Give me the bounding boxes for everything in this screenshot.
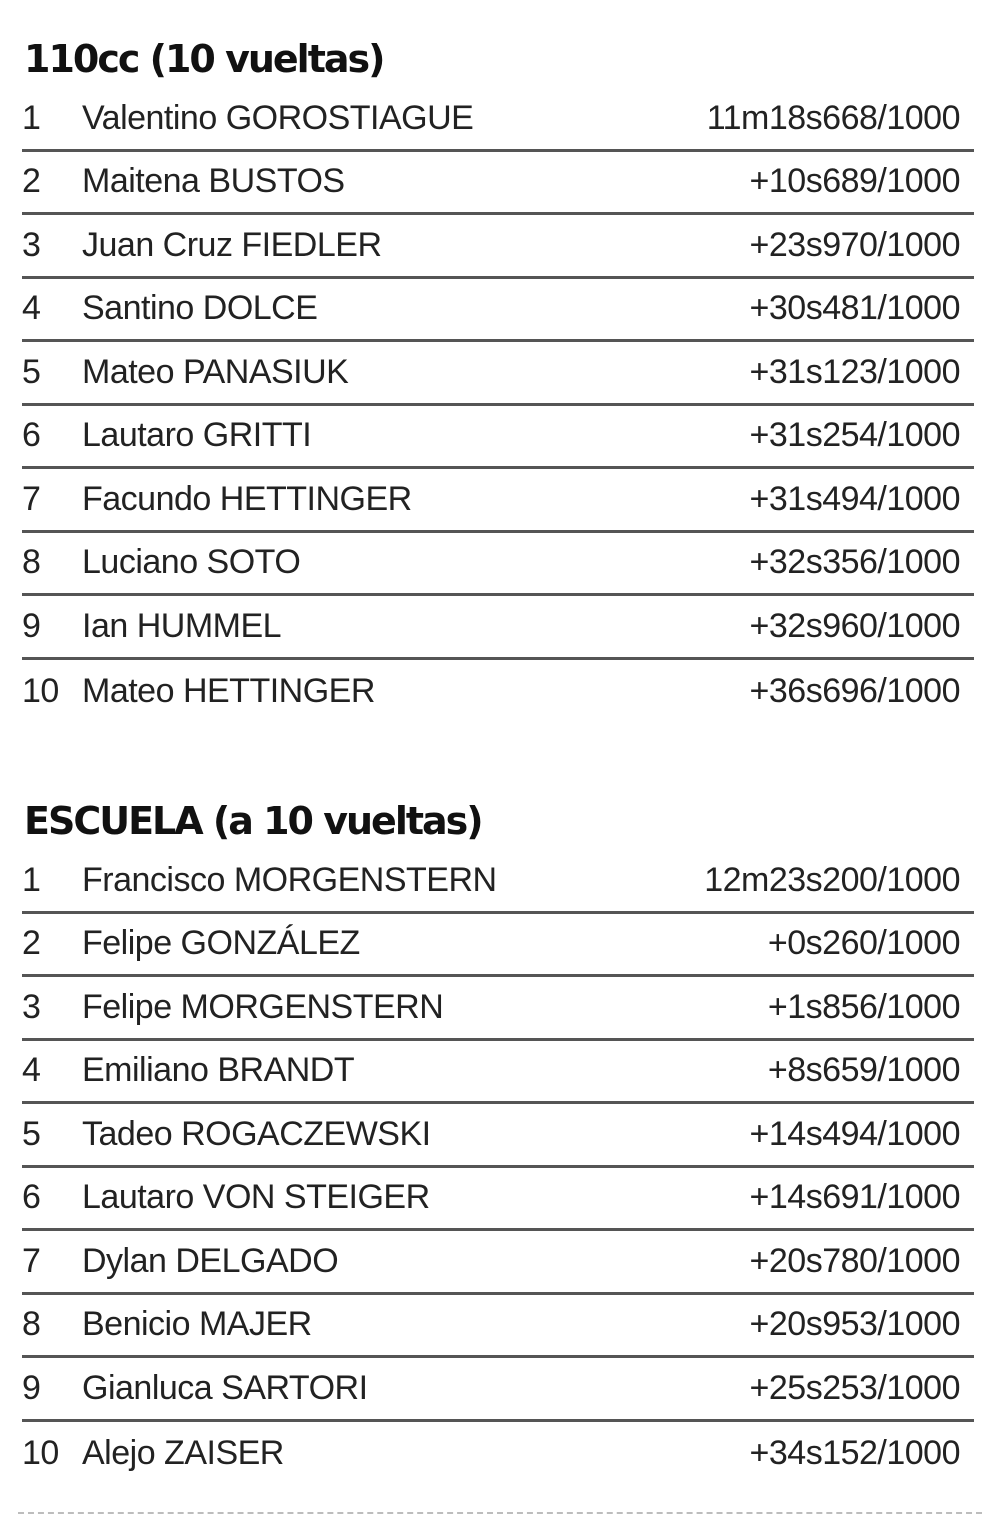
rider-name: Dylan DELGADO <box>82 1241 339 1280</box>
rider-name: Tadeo ROGACZEWSKI <box>82 1114 431 1153</box>
section-title: ESCUELA (a 10 vueltas) <box>24 799 482 843</box>
position: 5 <box>22 1114 41 1153</box>
position: 1 <box>22 98 41 137</box>
rider-name: Facundo HETTINGER <box>82 479 412 518</box>
position: 3 <box>22 987 41 1026</box>
position: 7 <box>22 479 41 518</box>
race-time: +23s970/1000 <box>749 225 960 264</box>
race-time: +30s481/1000 <box>749 289 960 328</box>
race-time: +31s494/1000 <box>749 479 960 518</box>
rider-name: Gianluca SARTORI <box>82 1368 368 1407</box>
rider-name: Lautaro GRITTI <box>82 416 312 455</box>
rider-name: Francisco MORGENSTERN <box>82 860 497 899</box>
position: 10 <box>22 1433 59 1472</box>
position: 6 <box>22 1178 41 1217</box>
result-row <box>22 1358 974 1422</box>
position: 2 <box>22 162 41 201</box>
rider-name: Luciano SOTO <box>82 543 301 582</box>
race-time: 11m18s668/1000 <box>706 98 960 137</box>
result-row <box>22 914 974 978</box>
race-time: +34s152/1000 <box>749 1433 960 1472</box>
rider-name: Benicio MAJER <box>82 1305 312 1344</box>
position: 8 <box>22 543 41 582</box>
results-list <box>22 88 974 723</box>
race-time: +31s254/1000 <box>749 416 960 455</box>
result-row <box>22 215 974 279</box>
position: 4 <box>22 289 41 328</box>
race-time: +20s953/1000 <box>749 1305 960 1344</box>
result-row <box>22 533 974 597</box>
race-time: 12m23s200/1000 <box>704 860 960 899</box>
race-time: +36s696/1000 <box>749 671 960 710</box>
result-row <box>22 342 974 406</box>
result-row <box>22 1295 974 1359</box>
rider-name: Maitena BUSTOS <box>82 162 345 201</box>
race-time: +8s659/1000 <box>767 1051 960 1090</box>
race-time: +32s960/1000 <box>749 606 960 645</box>
position: 6 <box>22 416 41 455</box>
race-time: +14s494/1000 <box>749 1114 960 1153</box>
race-time: +20s780/1000 <box>749 1241 960 1280</box>
race-time: +0s260/1000 <box>767 924 960 963</box>
result-row <box>22 977 974 1041</box>
position: 1 <box>22 860 41 899</box>
result-row <box>22 850 974 914</box>
result-row <box>22 1104 974 1168</box>
results-list <box>22 850 974 1485</box>
position: 10 <box>22 671 59 710</box>
rider-name: Mateo PANASIUK <box>82 352 349 391</box>
position: 2 <box>22 924 41 963</box>
result-row <box>22 88 974 152</box>
rider-name: Mateo HETTINGER <box>82 671 375 710</box>
result-row <box>22 596 974 660</box>
race-time: +31s123/1000 <box>749 352 960 391</box>
race-time: +25s253/1000 <box>749 1368 960 1407</box>
dashed-divider <box>18 1512 982 1514</box>
rider-name: Felipe GONZÁLEZ <box>82 924 360 963</box>
rider-name: Emiliano BRANDT <box>82 1051 355 1090</box>
position: 3 <box>22 225 41 264</box>
results-section-escuela <box>22 792 974 1485</box>
rider-name: Valentino GOROSTIAGUE <box>82 98 474 137</box>
result-row <box>22 1168 974 1232</box>
rider-name: Lautaro VON STEIGER <box>82 1178 430 1217</box>
position: 8 <box>22 1305 41 1344</box>
race-time: +10s689/1000 <box>749 162 960 201</box>
position: 5 <box>22 352 41 391</box>
rider-name: Santino DOLCE <box>82 289 318 328</box>
race-time: +1s856/1000 <box>767 987 960 1026</box>
race-time: +14s691/1000 <box>749 1178 960 1217</box>
rider-name: Juan Cruz FIEDLER <box>82 225 382 264</box>
result-row <box>22 660 974 724</box>
section-title: 110cc (10 vueltas) <box>24 37 384 81</box>
rider-name: Ian HUMMEL <box>82 606 282 645</box>
race-time: +32s356/1000 <box>749 543 960 582</box>
position: 4 <box>22 1051 41 1090</box>
result-row <box>22 1231 974 1295</box>
position: 9 <box>22 1368 41 1407</box>
result-row <box>22 152 974 216</box>
position: 9 <box>22 606 41 645</box>
position: 7 <box>22 1241 41 1280</box>
result-row <box>22 469 974 533</box>
rider-name: Felipe MORGENSTERN <box>82 987 444 1026</box>
rider-name: Alejo ZAISER <box>82 1433 284 1472</box>
results-section-110cc <box>22 30 974 723</box>
result-row <box>22 1422 974 1486</box>
result-row <box>22 406 974 470</box>
result-row <box>22 279 974 343</box>
result-row <box>22 1041 974 1105</box>
